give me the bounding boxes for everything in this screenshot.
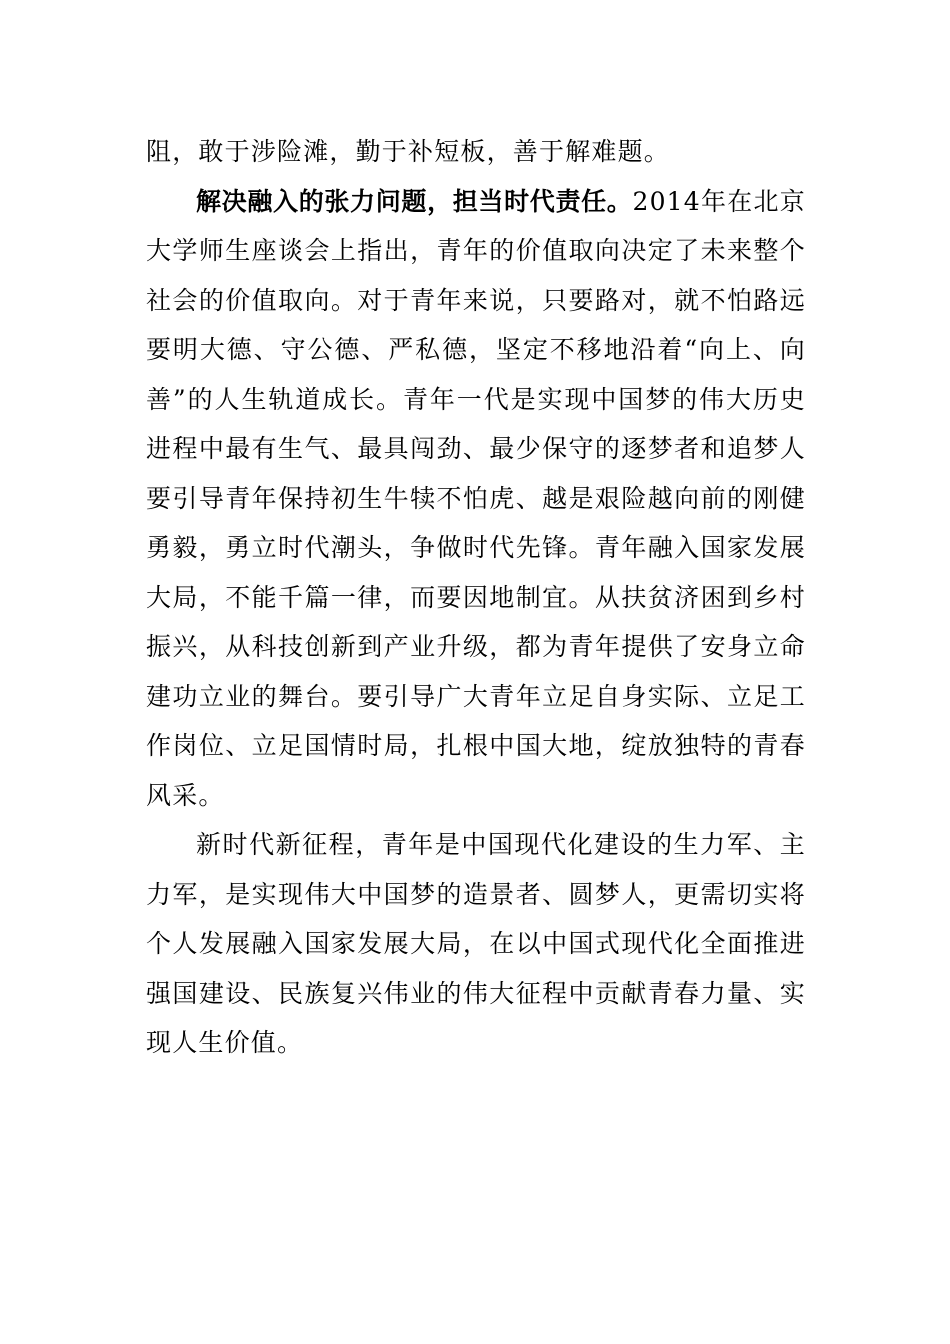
document-page bbox=[146, 127, 806, 1068]
paragraph-lead-heading: 解决融入的张力问题，担当时代责任。 bbox=[196, 186, 633, 216]
paragraph-body: 2014年在北京大学师生座谈会上指出，青年的价值取向决定了未来整个社会的价值取向。对于青年来说，只要路对，就不怕路远要明大德、守公德、严私德，坚定不移地沿着“向上、向善”的人生轨道成长。青年一代是实现中国梦的伟大历史进程中最有生气、最具闯劲、最少保守的逐梦者和追梦人要引导青年保持初生牛犊不怕虎、越是艰险越向前的刚健勇毅，勇立时代潮头，争做时代先锋。青年融入国家发展大局，不能千篇一律，而要因地制宜。从扶贫济困到乡村振兴，从科技创新到产业升级，都为青年提供了安身立命建功立业的舞台。要引导广大青年立足自身实际、立足工作岗位、立足国情时局，扎根中国大地，绽放独特的青春风采。 bbox=[146, 186, 806, 810]
section-paragraph bbox=[146, 177, 806, 821]
closing-paragraph: 新时代新征程，青年是中国现代化建设的生力军、主力军，是实现伟大中国梦的造景者、圆梦人，更需切实将个人发展融入国家发展大局，在以中国式现代化全面推进强国建设、民族复兴伟业的伟大征程中贡献青春力量、实现人生价值。 bbox=[146, 830, 806, 1057]
continuation-paragraph: 阻，敢于涉险滩，勤于补短板，善于解难题。 bbox=[146, 137, 671, 166]
